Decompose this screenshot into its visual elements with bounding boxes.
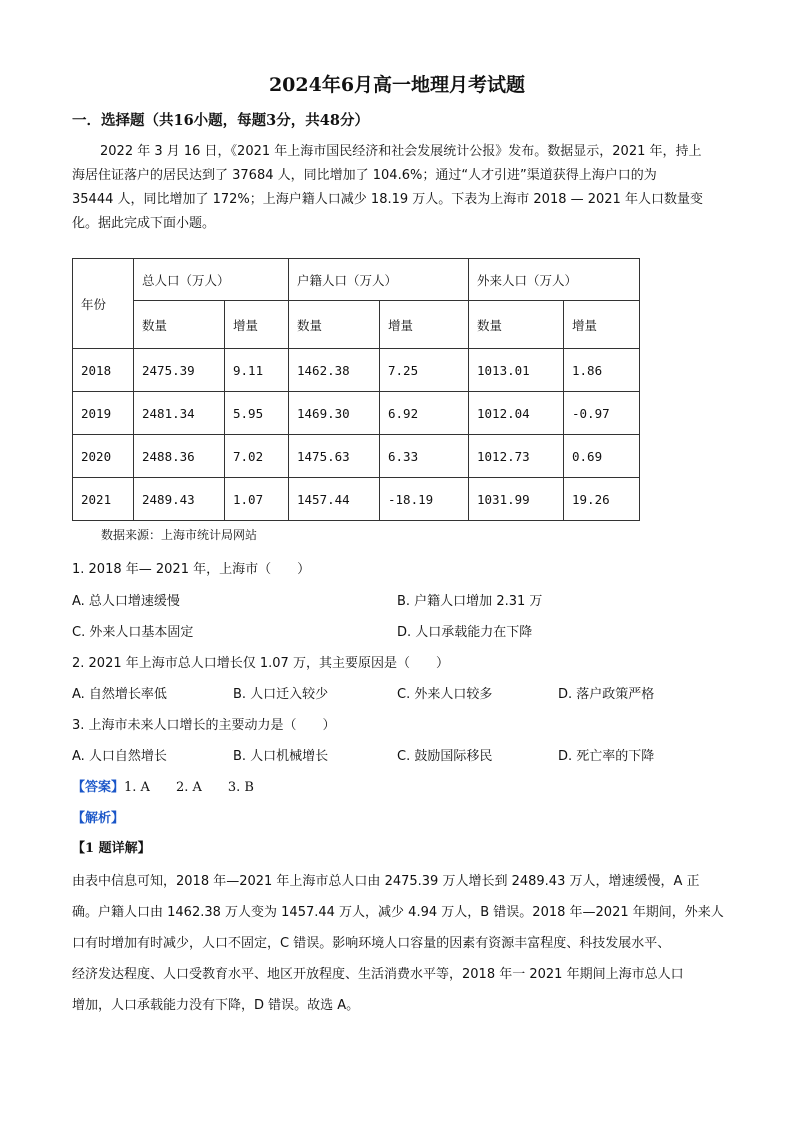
intro-line: 2022 年 3 月 16 日，《2021 年上海市国民经济和社会发展统计公报》发布。数据显示，2021 年，持上: [100, 144, 702, 159]
table-cell: 6.33: [380, 435, 469, 478]
question-3-option-d[interactable]: D. 死亡率的下降: [558, 749, 655, 764]
explanation-line: 由表中信息可知，2018 年—2021 年上海市总人口由 2475.39 万人增长到 2489.43 万人，增速缓慢，A 正: [72, 874, 700, 889]
question-1-option-d[interactable]: D. 人口承载能力在下降: [397, 625, 533, 640]
table-cell: 9.11: [225, 349, 289, 392]
question-3-option-a[interactable]: A. 人口自然增长: [72, 749, 167, 764]
group-header: 户籍人口（万人）: [289, 259, 469, 301]
question-3-option-c[interactable]: C. 鼓励国际移民: [397, 749, 493, 764]
table-row: [73, 478, 640, 521]
question-2-stem: 2. 2021 年上海市总人口增长仅 1.07 万，其主要原因是（ ）: [72, 656, 449, 671]
table-cell: -0.97: [564, 392, 640, 435]
explanation-paragraph: [72, 866, 724, 1021]
explanation-line: 经济发达程度、人口受教育水平、地区开放程度、生活消费水平等，2018 年一 2021 年期间上海市总人口: [72, 967, 684, 982]
population-table: [72, 258, 640, 521]
sub-header: 增量: [380, 301, 469, 349]
sub-header: 数量: [469, 301, 564, 349]
table-row: [73, 349, 640, 392]
intro-line: 海居住证落户的居民达到了 37684 人，同比增加了 104.6%；通过“人才引进”渠道获得上海户口的为: [72, 168, 657, 183]
table-cell: 2021: [73, 478, 134, 521]
table-cell: 1469.30: [289, 392, 380, 435]
question-2-option-d[interactable]: D. 落户政策严格: [558, 687, 655, 702]
sub-header: 增量: [564, 301, 640, 349]
table-cell: 2475.39: [134, 349, 225, 392]
intro-paragraph: [72, 140, 722, 236]
table-cell: 1031.99: [469, 478, 564, 521]
table-row: [73, 435, 640, 478]
question-2-option-c[interactable]: C. 外来人口较多: [397, 687, 493, 702]
table-cell: 1.07: [225, 478, 289, 521]
question-2-option-a[interactable]: A. 自然增长率低: [72, 687, 167, 702]
sub-header: 增量: [225, 301, 289, 349]
table-cell: 1012.04: [469, 392, 564, 435]
year-header: 年份: [73, 259, 134, 349]
explanation-line: 确。户籍人口由 1462.38 万人变为 1457.44 万人，减少 4.94 万人，B 错误。2018 年—2021 年期间，外来人: [72, 905, 724, 920]
analysis-label: 【解析】: [72, 811, 125, 826]
table-cell: 1462.38: [289, 349, 380, 392]
explanation-line: 增加，人口承载能力没有下降，D 错误。故选 A。: [72, 998, 360, 1013]
question-2-option-b[interactable]: B. 人口迁入较少: [233, 687, 329, 702]
data-source: 数据来源：上海市统计局网站: [101, 528, 258, 542]
table-cell: 7.02: [225, 435, 289, 478]
table-cell: 6.92: [380, 392, 469, 435]
page-title: 2024年6月高一地理月考试题: [268, 74, 526, 96]
answer-label: 【答案】: [72, 780, 125, 795]
table-cell: 1.86: [564, 349, 640, 392]
table-row: [73, 392, 640, 435]
table-cell: 7.25: [380, 349, 469, 392]
question-1-option-a[interactable]: A. 总人口增速缓慢: [72, 594, 180, 609]
question-3-stem: 3. 上海市未来人口增长的主要动力是（ ）: [72, 718, 336, 733]
table-cell: 2018: [73, 349, 134, 392]
group-header: 外来人口（万人）: [469, 259, 640, 301]
table-cell: 1457.44: [289, 478, 380, 521]
table-cell: 2019: [73, 392, 134, 435]
table-cell: 2481.34: [134, 392, 225, 435]
table-cell: 5.95: [225, 392, 289, 435]
table-cell: 2488.36: [134, 435, 225, 478]
table-cell: 19.26: [564, 478, 640, 521]
explanation-line: 口有时增加有时减少，人口不固定，C 错误。影响环境人口容量的因素有资源丰富程度、科技发展水平、: [72, 936, 671, 951]
question-1-option-b[interactable]: B. 户籍人口增加 2.31 万: [397, 594, 543, 609]
table-cell: 1475.63: [289, 435, 380, 478]
table-cell: 1013.01: [469, 349, 564, 392]
sub-header: 数量: [134, 301, 225, 349]
question-1-option-c[interactable]: C. 外来人口基本固定: [72, 625, 194, 640]
sub-header: 数量: [289, 301, 380, 349]
intro-line: 35444 人，同比增加了 172%；上海户籍人口减少 18.19 万人。下表为上海市 2018 — 2021 年人口数量变: [72, 192, 703, 207]
answer-line: [72, 776, 254, 795]
question-1-stem: 1. 2018 年— 2021 年，上海市（ ）: [72, 562, 311, 577]
table-cell: -18.19: [380, 478, 469, 521]
table-cell: 0.69: [564, 435, 640, 478]
intro-line: 化。据此完成下面小题。: [72, 216, 216, 231]
group-header: 总人口（万人）: [134, 259, 289, 301]
section-heading: 一．选择题（共16小题，每题3分，共48分）: [72, 112, 369, 129]
table-cell: 2489.43: [134, 478, 225, 521]
detail-label: 【1 题详解】: [72, 841, 151, 856]
question-3-option-b[interactable]: B. 人口机械增长: [233, 749, 329, 764]
answer-text: 1. A 2. A 3. B: [124, 780, 254, 795]
table-cell: 1012.73: [469, 435, 564, 478]
table-cell: 2020: [73, 435, 134, 478]
